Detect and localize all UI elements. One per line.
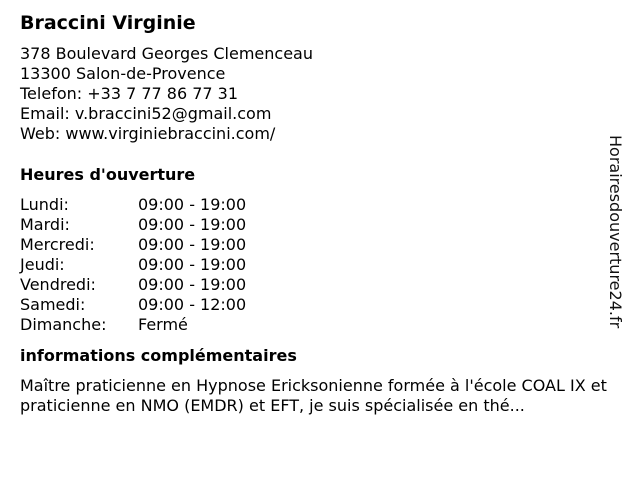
opening-hours-heading: Heures d'ouverture xyxy=(20,165,196,184)
email-text: Email: v.braccini52@gmail.com xyxy=(20,104,272,123)
hours-row-wednesday xyxy=(20,235,610,255)
hours-row-saturday xyxy=(20,295,610,315)
hours-row-monday xyxy=(20,195,610,215)
address-city: 13300 Salon-de-Provence xyxy=(20,64,226,83)
time-value: 09:00 - 19:00 xyxy=(138,235,247,254)
additional-info-heading: informations complémentaires xyxy=(20,346,297,365)
day-label: Samedi: xyxy=(20,295,86,314)
additional-info-text: Maître praticienne en Hypnose Ericksonienne formée à l'école COAL IX et praticienne en NMO (EMDR) et EFT, je suis spécialisée en thé... xyxy=(20,376,607,415)
web-text: Web: www.virginiebraccini.com/ xyxy=(20,124,276,143)
opening-hours-table xyxy=(20,195,610,335)
time-value: 09:00 - 19:00 xyxy=(138,255,247,274)
day-label: Lundi: xyxy=(20,195,69,214)
day-label: Mardi: xyxy=(20,215,70,234)
hours-row-sunday xyxy=(20,315,610,335)
time-value: Fermé xyxy=(138,315,188,334)
business-name: Braccini Virginie xyxy=(20,12,196,34)
day-label: Vendredi: xyxy=(20,275,96,294)
time-value: 09:00 - 19:00 xyxy=(138,195,247,214)
business-card xyxy=(20,10,610,416)
hours-row-thursday xyxy=(20,255,610,275)
day-label: Mercredi: xyxy=(20,235,95,254)
time-value: 09:00 - 12:00 xyxy=(138,295,247,314)
day-label: Jeudi: xyxy=(20,255,65,274)
phone-text: Telefon: +33 7 77 86 77 31 xyxy=(20,84,239,103)
day-label: Dimanche: xyxy=(20,315,107,334)
time-value: 09:00 - 19:00 xyxy=(138,215,247,234)
address-street: 378 Boulevard Georges Clemenceau xyxy=(20,44,313,63)
hours-row-friday xyxy=(20,275,610,295)
hours-row-tuesday xyxy=(20,215,610,235)
site-watermark: Horairesdouverture24.fr xyxy=(606,135,625,329)
time-value: 09:00 - 19:00 xyxy=(138,275,247,294)
